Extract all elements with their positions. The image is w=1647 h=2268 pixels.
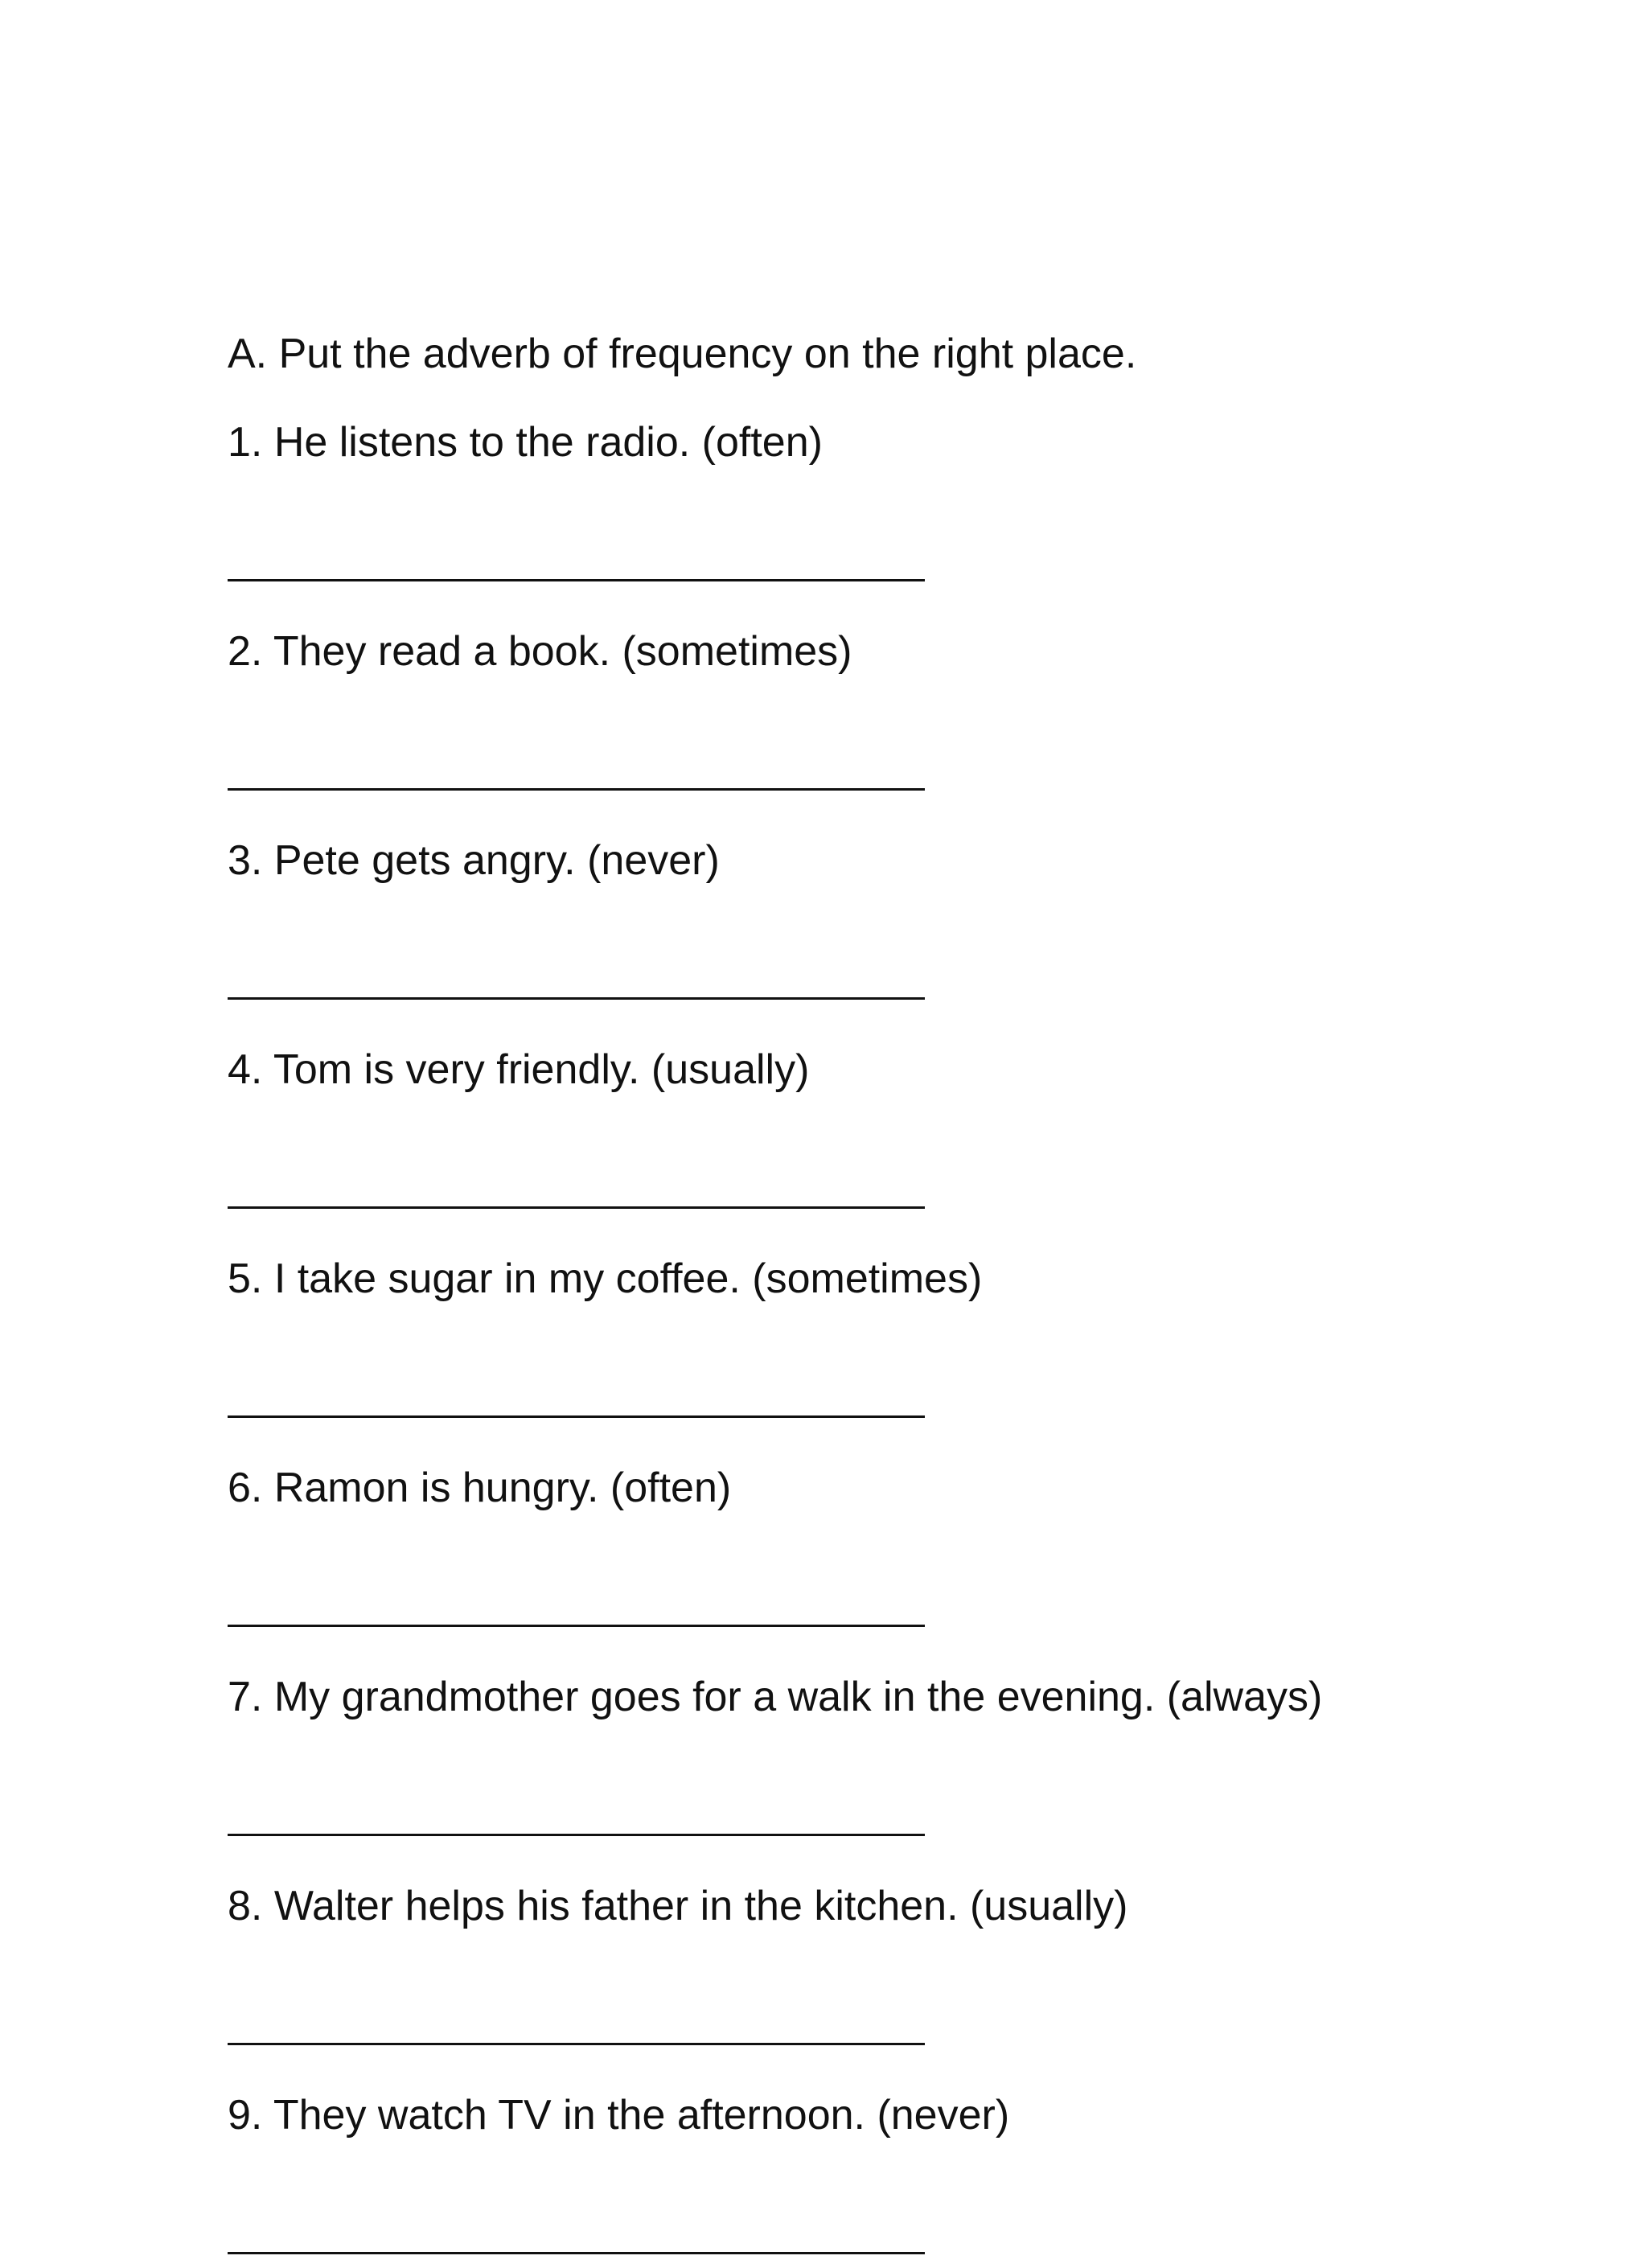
- question-8-text: 8. Walter helps his father in the kitchen. (usually): [228, 1883, 1128, 1929]
- question-1: [228, 406, 1514, 595]
- question-7-text: 7. My grandmother goes for a walk in the evening. (always): [228, 1674, 1323, 1720]
- question-3-text: 3. Pete gets angry. (never): [228, 837, 720, 884]
- question-6: [228, 1452, 1514, 1641]
- question-1-text: 1. He listens to the radio. (often): [228, 419, 823, 466]
- instruction-heading: A. Put the adverb of frequency on the right place.: [228, 331, 1137, 377]
- question-4-text: 4. Tom is very friendly. (usually): [228, 1046, 810, 1093]
- question-9: [228, 2079, 1514, 2268]
- question-7-answer-line[interactable]: [228, 1834, 925, 1836]
- question-2-answer-line[interactable]: [228, 788, 925, 791]
- question-3: [228, 824, 1514, 1013]
- question-5-text: 5. I take sugar in my coffee. (sometimes): [228, 1255, 983, 1302]
- question-9-text: 9. They watch TV in the afternoon. (never): [228, 2092, 1010, 2139]
- question-8: [228, 1870, 1514, 2059]
- question-5: [228, 1243, 1514, 1432]
- question-4: [228, 1033, 1514, 1222]
- question-1-answer-line[interactable]: [228, 579, 925, 581]
- question-6-answer-line[interactable]: [228, 1625, 925, 1627]
- worksheet-content: [228, 318, 1514, 2268]
- question-2: [228, 615, 1514, 804]
- question-6-text: 6. Ramon is hungry. (often): [228, 1465, 732, 1511]
- question-4-answer-line[interactable]: [228, 1206, 925, 1209]
- question-8-answer-line[interactable]: [228, 2043, 925, 2045]
- question-9-answer-line[interactable]: [228, 2252, 925, 2254]
- question-3-answer-line[interactable]: [228, 997, 925, 1000]
- question-7: [228, 1661, 1514, 1850]
- question-2-text: 2. They read a book. (sometimes): [228, 628, 852, 675]
- question-5-answer-line[interactable]: [228, 1415, 925, 1418]
